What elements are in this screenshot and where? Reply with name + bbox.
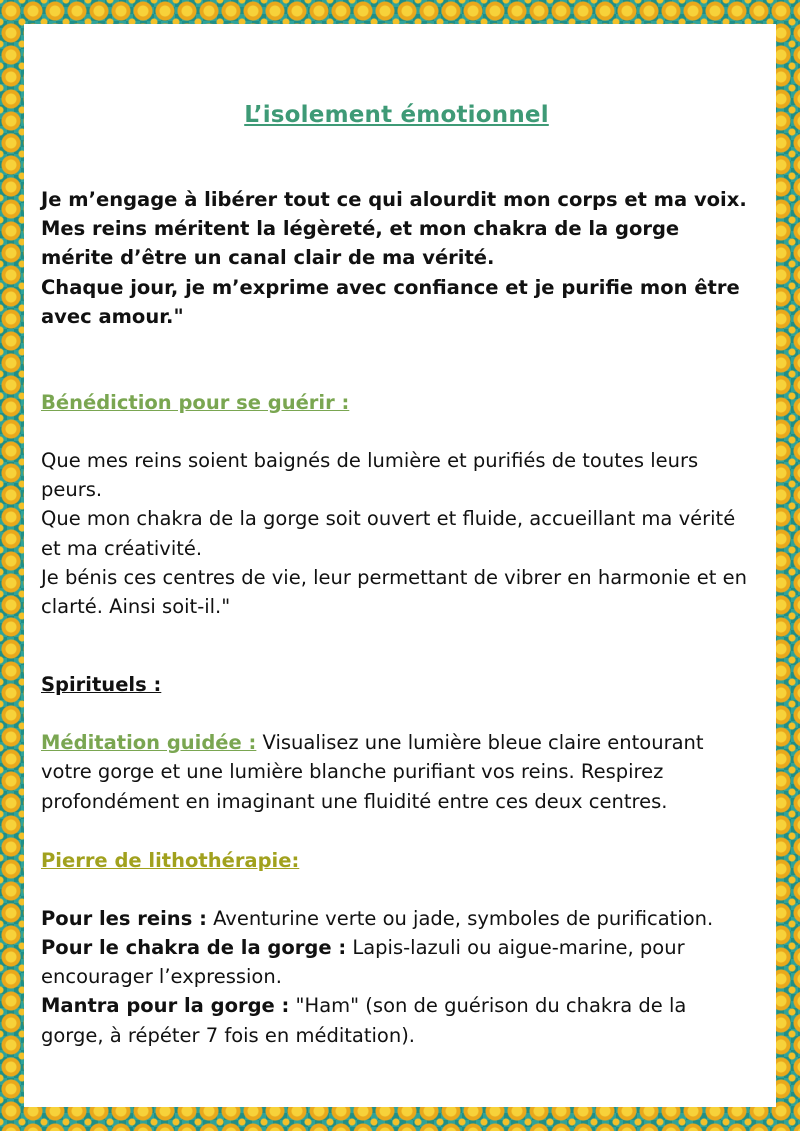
blessing-heading: Bénédiction pour se guérir : bbox=[41, 391, 350, 415]
stone-item-label: Pour le chakra de la gorge : bbox=[41, 936, 347, 960]
page-title: L’isolement émotionnel bbox=[244, 102, 549, 128]
intro-line: Chaque jour, je m’exprime avec confiance et je purifie mon être avec amour." bbox=[41, 275, 740, 328]
intro-line: Mes reins méritent la légèreté, et mon chakra de la gorge mérite d’être un canal clair de ma vérité. bbox=[41, 217, 680, 270]
stones-heading: Pierre de lithothérapie: bbox=[41, 848, 300, 872]
meditation-text: Visualisez une lumière bleue claire entourant votre gorge et une lumière blanche purifiant vos reins. Respirez profondément en imaginant une fluidité entre ces deux centres. bbox=[41, 731, 704, 813]
blessing-line: Je bénis ces centres de vie, leur permettant de vibrer en harmonie et en clarté. Ainsi soit-il." bbox=[41, 565, 747, 619]
intro-line: Je m’engage à libérer tout ce qui alourdit mon corps et ma voix. bbox=[41, 188, 747, 211]
stone-item-gorge bbox=[41, 933, 752, 991]
stone-item-mantra bbox=[41, 991, 752, 1049]
spacer bbox=[41, 699, 752, 728]
intro-affirmation bbox=[41, 185, 752, 331]
stone-item-text: "Ham" (son de guérison du chakra de la gorge, à répéter 7 fois en méditation). bbox=[41, 994, 687, 1047]
stone-item-label: Mantra pour la gorge : bbox=[41, 994, 290, 1018]
document-page bbox=[24, 24, 776, 1107]
spacer bbox=[41, 875, 752, 904]
stone-item-reins bbox=[41, 904, 752, 933]
spacer bbox=[41, 417, 752, 446]
spiritual-heading: Spirituels : bbox=[41, 673, 162, 697]
spacer bbox=[41, 621, 752, 670]
meditation-label: Méditation guidée : bbox=[41, 731, 257, 755]
blessing-text bbox=[41, 446, 752, 621]
spacer bbox=[41, 816, 752, 846]
stone-item-text: Lapis-lazuli ou aigue-marine, pour encourager l’expression. bbox=[41, 936, 685, 989]
stone-item-text: Aventurine verte ou jade, symboles de purification. bbox=[206, 906, 714, 930]
meditation-paragraph bbox=[41, 728, 752, 816]
stone-item-label: Pour les reins : bbox=[41, 906, 207, 930]
blessing-line: Que mes reins soient baignés de lumière et purifiés de toutes leurs peurs. bbox=[41, 449, 699, 502]
stones-list bbox=[41, 904, 752, 1050]
blessing-line: Que mon chakra de la gorge soit ouvert et fluide, accueillant ma vérité et ma créativité. bbox=[41, 507, 736, 560]
